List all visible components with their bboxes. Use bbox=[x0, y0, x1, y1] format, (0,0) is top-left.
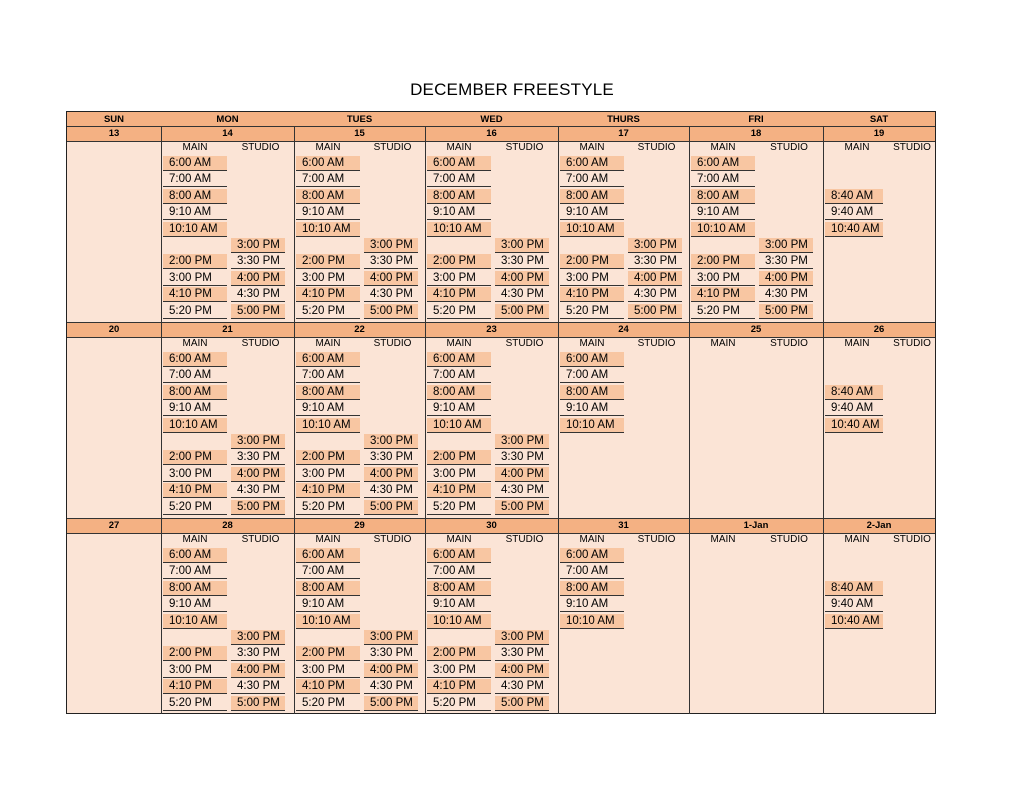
time-slot: 6:00 AM bbox=[560, 548, 624, 563]
time-slot: 3:00 PM bbox=[163, 467, 227, 482]
time-slot: 3:30 PM bbox=[231, 450, 285, 465]
time-slot: 8:40 AM bbox=[825, 581, 883, 596]
time-slot: 5:20 PM bbox=[427, 304, 491, 319]
time-slot: 8:00 AM bbox=[296, 385, 360, 400]
time-slot: 2:00 PM bbox=[427, 646, 491, 661]
time-slot bbox=[427, 434, 491, 449]
time-slot: 8:00 AM bbox=[427, 581, 491, 596]
time-slot: 4:00 PM bbox=[364, 467, 418, 482]
date-header: 23 bbox=[425, 322, 558, 337]
studio-label: STUDIO bbox=[373, 338, 412, 349]
date-header: 2-Jan bbox=[823, 518, 935, 533]
main-label: MAIN bbox=[446, 534, 472, 545]
time-slot: 4:30 PM bbox=[495, 483, 549, 498]
time-slot: 10:40 AM bbox=[825, 614, 883, 629]
date-header: 20 bbox=[67, 322, 161, 337]
main-label: MAIN bbox=[844, 338, 870, 349]
time-slot: 5:20 PM bbox=[163, 696, 227, 711]
time-slot: 10:10 AM bbox=[560, 222, 624, 237]
date-header: 1-Jan bbox=[689, 518, 823, 533]
page-title: DECEMBER FREESTYLE bbox=[410, 80, 614, 99]
time-slot: 2:00 PM bbox=[560, 254, 624, 269]
time-slot: 9:10 AM bbox=[427, 401, 491, 416]
time-slot: 6:00 AM bbox=[163, 548, 227, 563]
time-slot bbox=[163, 434, 227, 449]
time-slot bbox=[163, 238, 227, 253]
time-slot: 4:10 PM bbox=[296, 679, 360, 694]
studio-label: STUDIO bbox=[505, 142, 544, 153]
time-slot: 4:00 PM bbox=[231, 271, 285, 286]
time-slot: 3:00 PM bbox=[427, 663, 491, 678]
time-slot: 8:00 AM bbox=[427, 385, 491, 400]
studio-label: STUDIO bbox=[241, 142, 280, 153]
time-slot: 8:40 AM bbox=[825, 189, 883, 204]
time-slot: 8:00 AM bbox=[163, 385, 227, 400]
date-header: 15 bbox=[294, 126, 425, 141]
time-slot: 5:00 PM bbox=[759, 304, 813, 319]
time-slot: 4:10 PM bbox=[427, 483, 491, 498]
date-header: 16 bbox=[425, 126, 558, 141]
time-slot: 7:00 AM bbox=[296, 564, 360, 579]
time-slot: 6:00 AM bbox=[296, 156, 360, 171]
column-divider bbox=[823, 126, 824, 714]
time-slot: 4:30 PM bbox=[759, 287, 813, 302]
time-slot: 5:20 PM bbox=[427, 696, 491, 711]
time-slot: 5:20 PM bbox=[296, 304, 360, 319]
main-label: MAIN bbox=[182, 338, 208, 349]
time-slot: 7:00 AM bbox=[296, 172, 360, 187]
column-divider bbox=[425, 126, 426, 714]
time-slot: 9:10 AM bbox=[163, 205, 227, 220]
time-slot: 4:10 PM bbox=[296, 483, 360, 498]
time-slot: 3:00 PM bbox=[364, 434, 418, 449]
time-slot: 4:10 PM bbox=[163, 287, 227, 302]
time-slot: 5:20 PM bbox=[691, 304, 755, 319]
time-slot: 6:00 AM bbox=[163, 156, 227, 171]
time-slot: 4:10 PM bbox=[427, 679, 491, 694]
time-slot: 4:30 PM bbox=[231, 287, 285, 302]
date-header: 31 bbox=[558, 518, 689, 533]
time-slot: 4:10 PM bbox=[691, 287, 755, 302]
time-slot: 7:00 AM bbox=[560, 368, 624, 383]
time-slot: 3:30 PM bbox=[495, 254, 549, 269]
time-slot bbox=[691, 238, 755, 253]
time-slot: 6:00 AM bbox=[560, 352, 624, 367]
main-label: MAIN bbox=[844, 534, 870, 545]
time-slot: 3:00 PM bbox=[231, 434, 285, 449]
time-slot: 4:00 PM bbox=[495, 467, 549, 482]
time-slot: 5:20 PM bbox=[296, 696, 360, 711]
date-header: 27 bbox=[67, 518, 161, 533]
time-slot bbox=[427, 630, 491, 645]
time-slot: 5:00 PM bbox=[495, 304, 549, 319]
time-slot: 3:00 PM bbox=[231, 630, 285, 645]
time-slot: 3:00 PM bbox=[163, 663, 227, 678]
time-slot: 3:00 PM bbox=[231, 238, 285, 253]
day-of-week-header: SUN bbox=[67, 112, 161, 126]
time-slot: 3:00 PM bbox=[296, 663, 360, 678]
studio-label: STUDIO bbox=[893, 142, 931, 153]
time-slot: 10:10 AM bbox=[691, 222, 755, 237]
time-slot: 7:00 AM bbox=[296, 368, 360, 383]
time-slot: 8:00 AM bbox=[163, 189, 227, 204]
time-slot: 3:00 PM bbox=[495, 434, 549, 449]
time-slot: 5:20 PM bbox=[296, 500, 360, 515]
time-slot: 10:40 AM bbox=[825, 418, 883, 433]
studio-label: STUDIO bbox=[241, 534, 280, 545]
time-slot: 3:00 PM bbox=[364, 630, 418, 645]
time-slot: 3:30 PM bbox=[364, 450, 418, 465]
time-slot: 7:00 AM bbox=[163, 368, 227, 383]
time-slot: 4:30 PM bbox=[364, 679, 418, 694]
date-header: 17 bbox=[558, 126, 689, 141]
time-slot: 9:10 AM bbox=[560, 205, 624, 220]
time-slot: 10:10 AM bbox=[163, 418, 227, 433]
time-slot: 4:00 PM bbox=[628, 271, 682, 286]
studio-label: STUDIO bbox=[893, 534, 931, 545]
main-label: MAIN bbox=[182, 142, 208, 153]
time-slot: 10:40 AM bbox=[825, 222, 883, 237]
date-header: 28 bbox=[161, 518, 294, 533]
day-of-week-header: THURS bbox=[558, 112, 689, 126]
time-slot: 4:00 PM bbox=[231, 467, 285, 482]
time-slot: 3:00 PM bbox=[691, 271, 755, 286]
column-divider bbox=[161, 126, 162, 714]
time-slot bbox=[163, 630, 227, 645]
time-slot: 10:10 AM bbox=[427, 418, 491, 433]
date-header: 25 bbox=[689, 322, 823, 337]
time-slot: 7:00 AM bbox=[427, 172, 491, 187]
date-header: 26 bbox=[823, 322, 935, 337]
calendar-grid bbox=[66, 111, 936, 714]
time-slot: 8:00 AM bbox=[560, 189, 624, 204]
date-header: 24 bbox=[558, 322, 689, 337]
time-slot: 5:00 PM bbox=[628, 304, 682, 319]
time-slot: 10:10 AM bbox=[163, 222, 227, 237]
time-slot: 7:00 AM bbox=[163, 172, 227, 187]
time-slot: 3:00 PM bbox=[427, 271, 491, 286]
time-slot: 4:30 PM bbox=[628, 287, 682, 302]
day-of-week-header: FRI bbox=[689, 112, 823, 126]
time-slot bbox=[427, 238, 491, 253]
time-slot: 2:00 PM bbox=[427, 450, 491, 465]
time-slot: 4:00 PM bbox=[231, 663, 285, 678]
time-slot: 5:00 PM bbox=[364, 304, 418, 319]
time-slot: 4:10 PM bbox=[296, 287, 360, 302]
day-of-week-header: SAT bbox=[823, 112, 935, 126]
date-header: 19 bbox=[823, 126, 935, 141]
time-slot: 2:00 PM bbox=[296, 450, 360, 465]
time-slot bbox=[296, 434, 360, 449]
time-slot: 9:10 AM bbox=[163, 597, 227, 612]
time-slot: 3:30 PM bbox=[364, 646, 418, 661]
time-slot: 10:10 AM bbox=[427, 222, 491, 237]
studio-label: STUDIO bbox=[770, 142, 808, 153]
time-slot: 5:20 PM bbox=[163, 304, 227, 319]
time-slot: 7:00 AM bbox=[560, 172, 624, 187]
time-slot: 4:10 PM bbox=[560, 287, 624, 302]
time-slot: 3:30 PM bbox=[759, 254, 813, 269]
main-label: MAIN bbox=[446, 338, 472, 349]
time-slot: 4:00 PM bbox=[495, 271, 549, 286]
time-slot: 3:00 PM bbox=[628, 238, 682, 253]
date-header: 22 bbox=[294, 322, 425, 337]
time-slot: 4:30 PM bbox=[231, 679, 285, 694]
time-slot: 5:00 PM bbox=[231, 500, 285, 515]
time-slot: 5:00 PM bbox=[364, 696, 418, 711]
time-slot: 2:00 PM bbox=[163, 646, 227, 661]
time-slot: 5:20 PM bbox=[560, 304, 624, 319]
time-slot: 9:10 AM bbox=[163, 401, 227, 416]
time-slot: 6:00 AM bbox=[296, 352, 360, 367]
time-slot: 3:00 PM bbox=[296, 271, 360, 286]
row-divider bbox=[67, 518, 935, 519]
date-header: 30 bbox=[425, 518, 558, 533]
studio-label: STUDIO bbox=[770, 534, 808, 545]
time-slot: 8:00 AM bbox=[296, 189, 360, 204]
main-label: MAIN bbox=[710, 338, 736, 349]
time-slot: 7:00 AM bbox=[427, 368, 491, 383]
time-slot: 7:00 AM bbox=[691, 172, 755, 187]
time-slot: 4:00 PM bbox=[364, 271, 418, 286]
time-slot: 10:10 AM bbox=[296, 614, 360, 629]
time-slot: 3:00 PM bbox=[296, 467, 360, 482]
studio-label: STUDIO bbox=[893, 338, 931, 349]
studio-label: STUDIO bbox=[241, 338, 280, 349]
time-slot: 3:00 PM bbox=[364, 238, 418, 253]
time-slot: 5:20 PM bbox=[163, 500, 227, 515]
time-slot: 3:30 PM bbox=[231, 254, 285, 269]
time-slot: 6:00 AM bbox=[427, 548, 491, 563]
column-divider bbox=[689, 126, 690, 714]
time-slot: 6:00 AM bbox=[296, 548, 360, 563]
time-slot: 7:00 AM bbox=[560, 564, 624, 579]
time-slot: 3:00 PM bbox=[560, 271, 624, 286]
row-divider bbox=[67, 322, 935, 323]
main-label: MAIN bbox=[182, 534, 208, 545]
date-header: 14 bbox=[161, 126, 294, 141]
studio-label: STUDIO bbox=[505, 534, 544, 545]
time-slot: 7:00 AM bbox=[427, 564, 491, 579]
time-slot: 3:30 PM bbox=[231, 646, 285, 661]
time-slot: 2:00 PM bbox=[163, 450, 227, 465]
time-slot: 4:30 PM bbox=[364, 287, 418, 302]
time-slot: 9:40 AM bbox=[825, 597, 883, 612]
time-slot: 9:10 AM bbox=[560, 597, 624, 612]
time-slot: 3:30 PM bbox=[495, 450, 549, 465]
time-slot: 2:00 PM bbox=[296, 254, 360, 269]
time-slot: 3:00 PM bbox=[427, 467, 491, 482]
row-divider bbox=[67, 126, 935, 127]
time-slot: 9:40 AM bbox=[825, 205, 883, 220]
time-slot: 3:00 PM bbox=[495, 630, 549, 645]
time-slot: 9:40 AM bbox=[825, 401, 883, 416]
time-slot: 4:00 PM bbox=[364, 663, 418, 678]
day-of-week-header: MON bbox=[161, 112, 294, 126]
studio-label: STUDIO bbox=[373, 534, 412, 545]
main-label: MAIN bbox=[579, 338, 605, 349]
time-slot: 10:10 AM bbox=[560, 614, 624, 629]
column-divider bbox=[558, 126, 559, 714]
time-slot: 3:30 PM bbox=[628, 254, 682, 269]
time-slot: 6:00 AM bbox=[427, 156, 491, 171]
studio-label: STUDIO bbox=[637, 338, 676, 349]
time-slot: 4:00 PM bbox=[495, 663, 549, 678]
time-slot: 4:30 PM bbox=[231, 483, 285, 498]
time-slot: 9:10 AM bbox=[691, 205, 755, 220]
studio-label: STUDIO bbox=[505, 338, 544, 349]
time-slot: 9:10 AM bbox=[296, 597, 360, 612]
time-slot: 3:00 PM bbox=[163, 271, 227, 286]
day-of-week-header: TUES bbox=[294, 112, 425, 126]
time-slot: 8:00 AM bbox=[163, 581, 227, 596]
main-label: MAIN bbox=[315, 534, 341, 545]
time-slot: 4:10 PM bbox=[163, 483, 227, 498]
time-slot: 9:10 AM bbox=[560, 401, 624, 416]
main-label: MAIN bbox=[579, 534, 605, 545]
time-slot: 8:00 AM bbox=[427, 189, 491, 204]
time-slot: 6:00 AM bbox=[560, 156, 624, 171]
time-slot: 4:30 PM bbox=[364, 483, 418, 498]
date-header: 13 bbox=[67, 126, 161, 141]
time-slot: 7:00 AM bbox=[163, 564, 227, 579]
time-slot: 5:00 PM bbox=[231, 304, 285, 319]
time-slot: 3:30 PM bbox=[364, 254, 418, 269]
time-slot: 2:00 PM bbox=[163, 254, 227, 269]
time-slot: 6:00 AM bbox=[427, 352, 491, 367]
time-slot: 9:10 AM bbox=[296, 401, 360, 416]
day-of-week-header: WED bbox=[425, 112, 558, 126]
time-slot: 8:00 AM bbox=[560, 581, 624, 596]
time-slot: 3:00 PM bbox=[759, 238, 813, 253]
time-slot: 6:00 AM bbox=[163, 352, 227, 367]
time-slot: 9:10 AM bbox=[427, 205, 491, 220]
time-slot: 3:30 PM bbox=[495, 646, 549, 661]
studio-label: STUDIO bbox=[770, 338, 808, 349]
time-slot: 2:00 PM bbox=[427, 254, 491, 269]
main-label: MAIN bbox=[315, 142, 341, 153]
time-slot: 8:00 AM bbox=[296, 581, 360, 596]
date-header: 29 bbox=[294, 518, 425, 533]
time-slot: 3:00 PM bbox=[495, 238, 549, 253]
time-slot bbox=[560, 238, 624, 253]
time-slot: 6:00 AM bbox=[691, 156, 755, 171]
time-slot: 9:10 AM bbox=[296, 205, 360, 220]
main-label: MAIN bbox=[710, 534, 736, 545]
time-slot: 8:00 AM bbox=[691, 189, 755, 204]
date-header: 18 bbox=[689, 126, 823, 141]
time-slot: 10:10 AM bbox=[296, 418, 360, 433]
main-label: MAIN bbox=[446, 142, 472, 153]
main-label: MAIN bbox=[844, 142, 870, 153]
time-slot: 5:00 PM bbox=[364, 500, 418, 515]
studio-label: STUDIO bbox=[373, 142, 412, 153]
time-slot: 4:30 PM bbox=[495, 287, 549, 302]
main-label: MAIN bbox=[315, 338, 341, 349]
time-slot: 10:10 AM bbox=[560, 418, 624, 433]
time-slot: 8:00 AM bbox=[560, 385, 624, 400]
time-slot: 4:10 PM bbox=[163, 679, 227, 694]
time-slot bbox=[296, 630, 360, 645]
time-slot: 10:10 AM bbox=[427, 614, 491, 629]
time-slot: 4:30 PM bbox=[495, 679, 549, 694]
time-slot: 4:10 PM bbox=[427, 287, 491, 302]
studio-label: STUDIO bbox=[637, 534, 676, 545]
time-slot: 4:00 PM bbox=[759, 271, 813, 286]
time-slot: 2:00 PM bbox=[296, 646, 360, 661]
main-label: MAIN bbox=[579, 142, 605, 153]
time-slot: 5:00 PM bbox=[495, 696, 549, 711]
time-slot: 8:40 AM bbox=[825, 385, 883, 400]
studio-label: STUDIO bbox=[637, 142, 676, 153]
date-header: 21 bbox=[161, 322, 294, 337]
main-label: MAIN bbox=[710, 142, 736, 153]
time-slot: 10:10 AM bbox=[163, 614, 227, 629]
column-divider bbox=[294, 126, 295, 714]
time-slot: 5:00 PM bbox=[495, 500, 549, 515]
time-slot: 10:10 AM bbox=[296, 222, 360, 237]
time-slot: 5:20 PM bbox=[427, 500, 491, 515]
time-slot: 9:10 AM bbox=[427, 597, 491, 612]
time-slot bbox=[296, 238, 360, 253]
time-slot: 5:00 PM bbox=[231, 696, 285, 711]
time-slot: 2:00 PM bbox=[691, 254, 755, 269]
